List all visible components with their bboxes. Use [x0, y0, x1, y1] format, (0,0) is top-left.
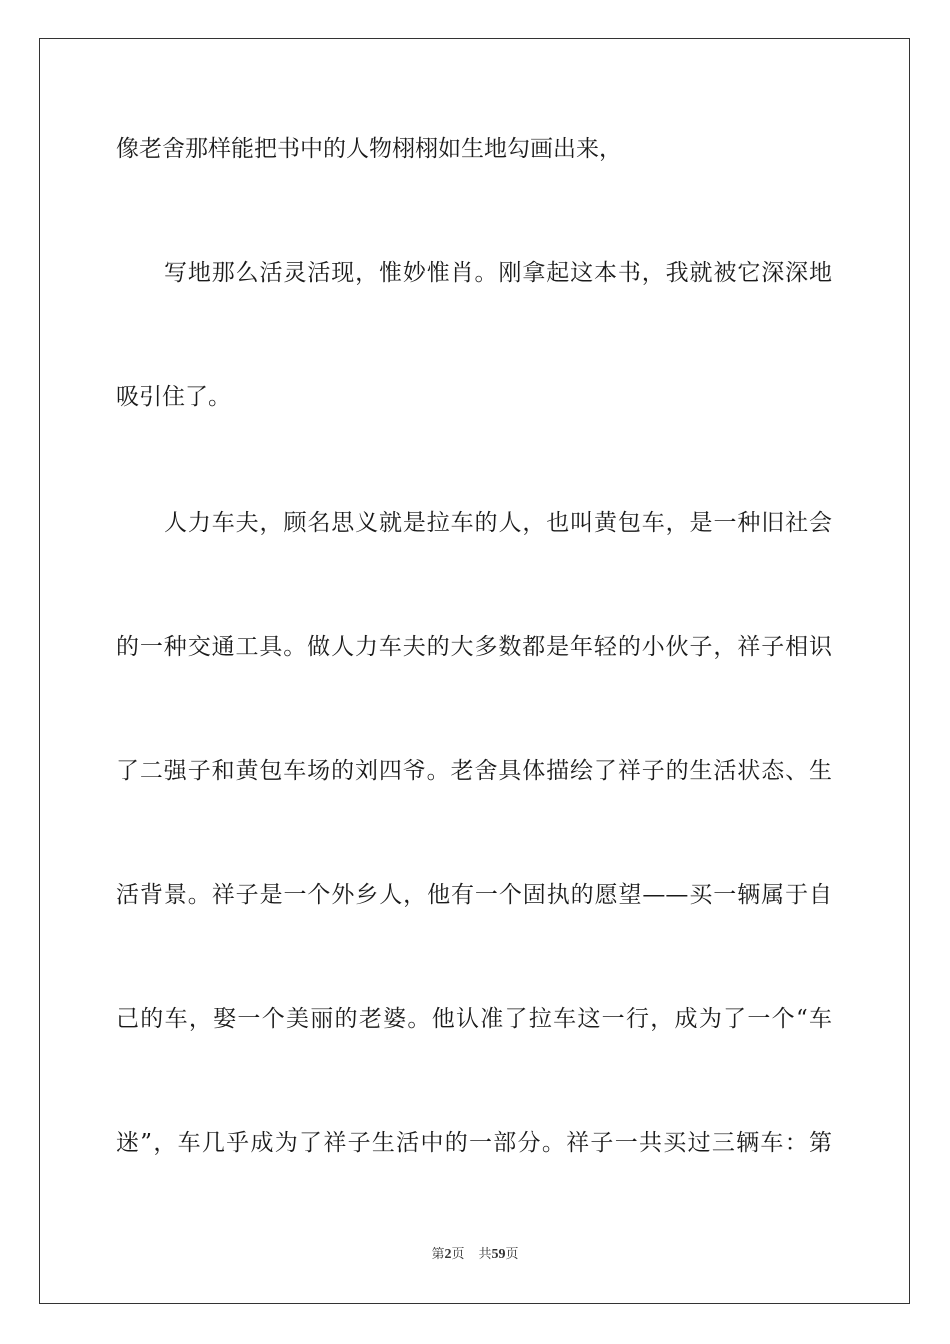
text-line-9: 迷”，车几乎成为了祥子生活中的一部分。祥子一共买过三辆车：第 [116, 1130, 832, 1156]
page-footer [0, 1246, 950, 1264]
page-prefix: 第 [431, 1247, 445, 1262]
total-suffix: 页 [505, 1247, 519, 1262]
page-number: 2 [444, 1247, 452, 1262]
total-pages: 59 [491, 1247, 506, 1262]
text-line-5: 的一种交通工具。做人力车夫的大多数都是年轻的小伙子，祥子相识 [116, 634, 832, 660]
text-line-3: 吸引住了。 [116, 384, 231, 410]
page-border [39, 38, 910, 1304]
text-line-7: 活背景。祥子是一个外乡人，他有一个固执的愿望——买一辆属于自 [116, 882, 832, 908]
page-suffix: 页 [451, 1247, 465, 1262]
total-prefix: 共 [478, 1247, 492, 1262]
text-line-4: 人力车夫，顾名思义就是拉车的人，也叫黄包车，是一种旧社会 [164, 510, 832, 536]
text-line-6: 了二强子和黄包车场的刘四爷。老舍具体描绘了祥子的生活状态、生 [116, 758, 832, 784]
text-line-1: 像老舍那样能把书中的人物栩栩如生地勾画出来， [116, 136, 622, 162]
text-line-2: 写地那么活灵活现，惟妙惟肖。刚拿起这本书，我就被它深深地 [164, 260, 832, 286]
text-line-8: 己的车，娶一个美丽的老婆。他认准了拉车这一行，成为了一个“车 [116, 1006, 832, 1032]
